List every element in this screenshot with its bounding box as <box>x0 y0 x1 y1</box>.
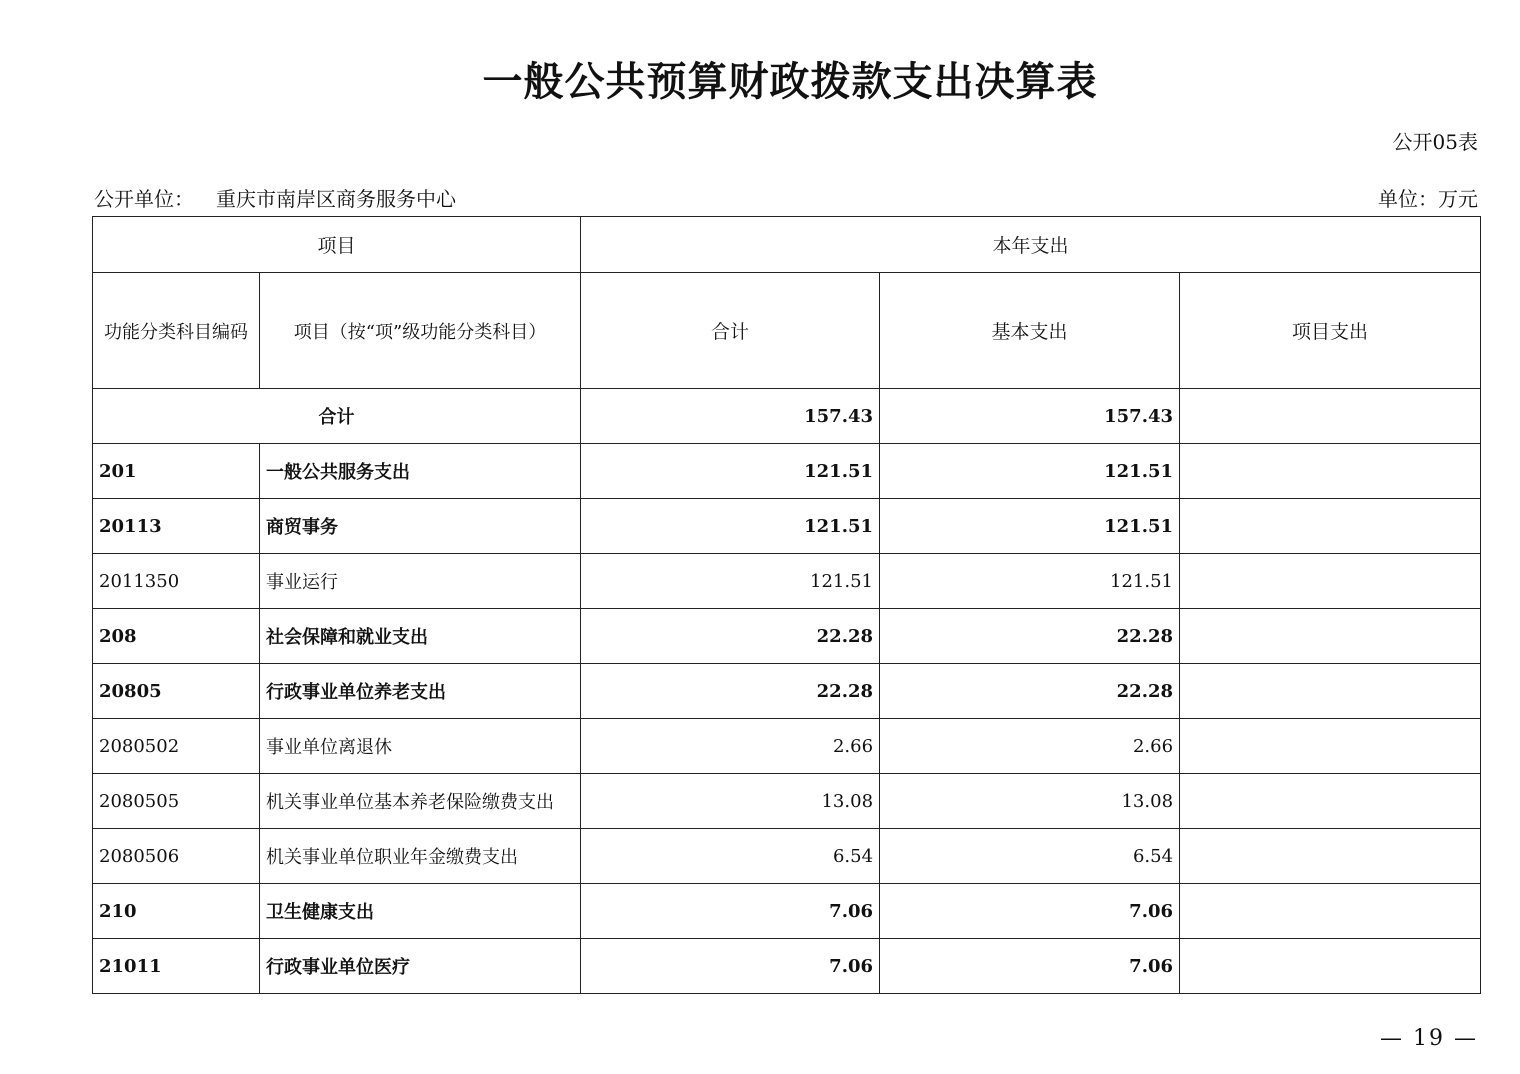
func-name-cell: 行政事业单位医疗 <box>260 939 581 994</box>
func-code-cell: 2080506 <box>93 829 260 884</box>
project-cell <box>1180 444 1481 499</box>
total-label: 合计 <box>93 389 581 444</box>
table-row <box>93 829 1481 884</box>
func-code-cell: 20805 <box>93 664 260 719</box>
table-row <box>93 444 1481 499</box>
org-info <box>94 183 456 212</box>
project-cell <box>1180 829 1481 884</box>
func-name-cell: 事业单位离退休 <box>260 719 581 774</box>
total-cell: 121.51 <box>581 554 880 609</box>
func-code-cell: 2011350 <box>93 554 260 609</box>
func-name-cell: 社会保障和就业支出 <box>260 609 581 664</box>
table-row <box>93 884 1481 939</box>
project-cell <box>1180 609 1481 664</box>
table-row <box>93 719 1481 774</box>
project-cell <box>1180 884 1481 939</box>
func-name-cell: 一般公共服务支出 <box>260 444 581 499</box>
header-row-2 <box>93 273 1481 389</box>
total-cell: 121.51 <box>581 444 880 499</box>
total-cell: 13.08 <box>581 774 880 829</box>
project-cell <box>1180 939 1481 994</box>
func-code-cell: 2080502 <box>93 719 260 774</box>
func-code-cell: 2080505 <box>93 774 260 829</box>
org-label: 公开单位： <box>94 187 194 211</box>
header-current-year: 本年支出 <box>581 217 1481 273</box>
header-func-code: 功能分类科目编码 <box>93 273 260 389</box>
basic-cell: 121.51 <box>880 554 1180 609</box>
table-row <box>93 664 1481 719</box>
project-cell <box>1180 664 1481 719</box>
func-name-cell: 商贸事务 <box>260 499 581 554</box>
func-code-cell: 20113 <box>93 499 260 554</box>
project-cell <box>1180 719 1481 774</box>
header-item: 项目 <box>93 217 581 273</box>
table-row <box>93 499 1481 554</box>
project-cell <box>1180 774 1481 829</box>
func-name-cell: 机关事业单位职业年金缴费支出 <box>260 829 581 884</box>
total-cell: 6.54 <box>581 829 880 884</box>
func-code-cell: 208 <box>93 609 260 664</box>
unit-label: 单位：万元 <box>1378 187 1478 211</box>
total-cell: 121.51 <box>581 499 880 554</box>
total-amount: 157.43 <box>581 389 880 444</box>
total-project <box>1180 389 1481 444</box>
project-cell <box>1180 554 1481 609</box>
func-name-cell: 卫生健康支出 <box>260 884 581 939</box>
basic-cell: 121.51 <box>880 499 1180 554</box>
project-cell <box>1180 499 1481 554</box>
table-row <box>93 554 1481 609</box>
table-row <box>93 774 1481 829</box>
expenditure-table <box>92 216 1481 994</box>
header-func-name: 项目（按“项”级功能分类科目） <box>260 273 581 389</box>
page-number: — 19 — <box>1380 1026 1478 1051</box>
func-name-cell: 行政事业单位养老支出 <box>260 664 581 719</box>
basic-cell: 6.54 <box>880 829 1180 884</box>
basic-cell: 2.66 <box>880 719 1180 774</box>
func-name-cell: 事业运行 <box>260 554 581 609</box>
func-code-cell: 210 <box>93 884 260 939</box>
header-basic: 基本支出 <box>880 273 1180 389</box>
basic-cell: 13.08 <box>880 774 1180 829</box>
table-row <box>93 939 1481 994</box>
func-name-cell: 机关事业单位基本养老保险缴费支出 <box>260 774 581 829</box>
total-cell: 2.66 <box>581 719 880 774</box>
func-code-cell: 201 <box>93 444 260 499</box>
total-cell: 22.28 <box>581 609 880 664</box>
total-cell: 7.06 <box>581 884 880 939</box>
table-row <box>93 609 1481 664</box>
basic-cell: 22.28 <box>880 664 1180 719</box>
header-total: 合计 <box>581 273 880 389</box>
header-row-1 <box>93 217 1481 273</box>
org-name: 重庆市南岸区商务服务中心 <box>216 187 456 211</box>
total-basic: 157.43 <box>880 389 1180 444</box>
basic-cell: 121.51 <box>880 444 1180 499</box>
basic-cell: 7.06 <box>880 884 1180 939</box>
basic-cell: 7.06 <box>880 939 1180 994</box>
basic-cell: 22.28 <box>880 609 1180 664</box>
table-code: 公开05表 <box>1392 130 1478 154</box>
total-cell: 7.06 <box>581 939 880 994</box>
page-title: 一般公共预算财政拨款支出决算表 <box>482 58 1098 105</box>
header-project: 项目支出 <box>1180 273 1481 389</box>
func-code-cell: 21011 <box>93 939 260 994</box>
unit-row <box>94 183 1478 211</box>
total-cell: 22.28 <box>581 664 880 719</box>
total-row <box>93 389 1481 444</box>
